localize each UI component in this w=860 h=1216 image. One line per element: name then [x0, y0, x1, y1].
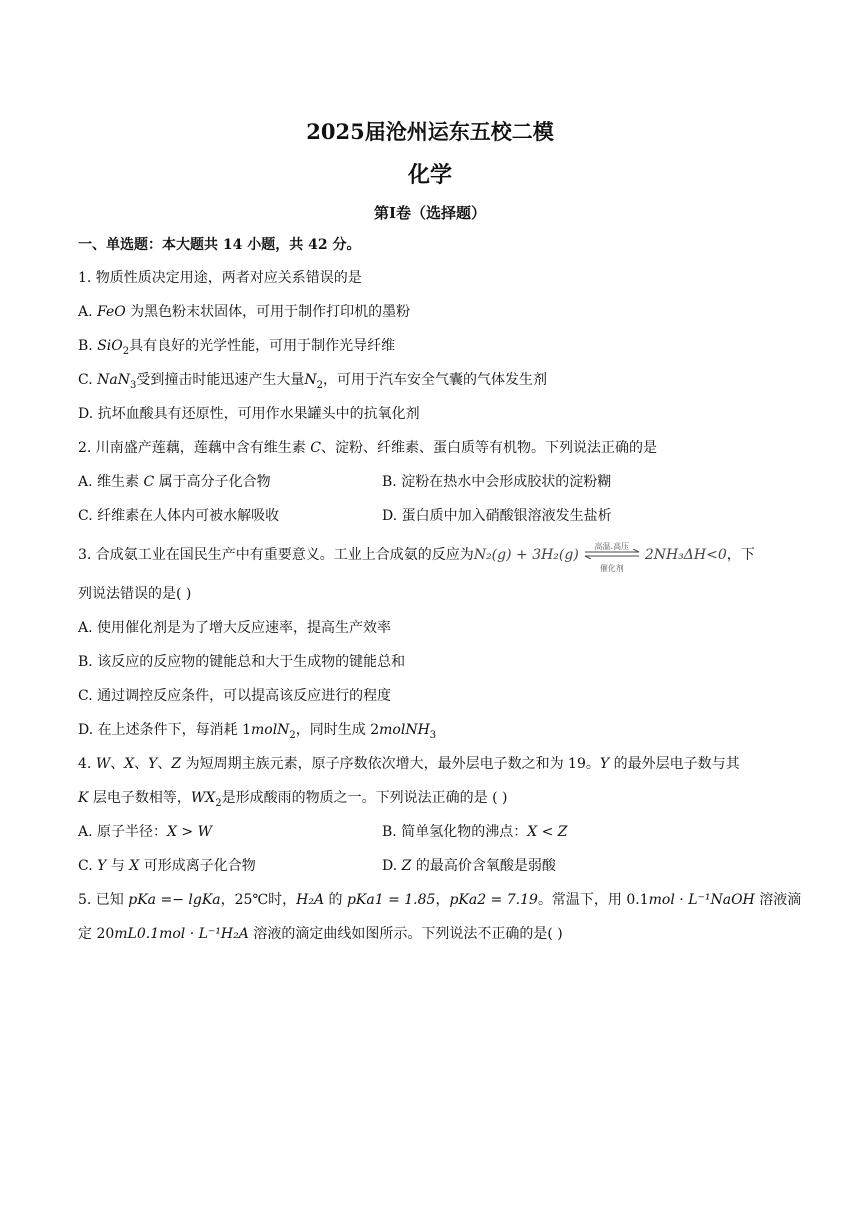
- q1-option-b: B. SiO$_2$具有良好的光学性能，可用于制作光导纤维: [78, 338, 396, 357]
- q4-option-c: C. Y 与 X 可形成离子化合物: [78, 858, 256, 874]
- q2-option-c: C. 纤维素在人体内可被水解吸收: [78, 508, 280, 524]
- q4-option-b: B. 简单氢化物的沸点：X < Z: [382, 824, 568, 840]
- q2-stem: 2. 川南盛产莲藕，莲藕中含有维生素 C、淀粉、纤维素、蛋白质等有机物。下列说法正确的是: [78, 440, 657, 456]
- q3-option-b: B. 该反应的反应物的键能总和大于生成物的键能总和: [78, 654, 406, 670]
- q1-option-c: C. NaN$_3$受到撞击时能迅速产生大量$N_2$，可用于汽车安全气囊的气体发生剂: [78, 372, 547, 391]
- q3-option-c: C. 通过调控反应条件，可以提高该反应进行的程度: [78, 688, 392, 704]
- q2-option-d: D. 蛋白质中加入硝酸银溶液发生盐析: [382, 508, 612, 524]
- q1-option-a: A. FeO 为黑色粉末状固体，可用于制作打印机的墨粉: [78, 304, 411, 320]
- equilibrium-arrow-icon: 高温.高压 催化剂: [583, 545, 641, 565]
- q4-stem-line1: 4. W、X、Y、Z 为短周期主族元素，原子序数依次增大，最外层电子数之和为 19。Y 的最外层电子数与其: [78, 756, 740, 772]
- q5-stem-line1: 5. 已知 pKa =− lgKa，25℃时，H₂A 的 pKa1 = 1.85，pKa2 = 7.19。常温下，用 0.1mol · L⁻¹NaOH 溶液滴: [78, 892, 802, 908]
- q4-option-a: A. 原子半径：X > W: [78, 824, 213, 840]
- subject-title: 化学: [407, 162, 452, 188]
- q4-stem-line2: K 层电子数相等，$WX_2$是形成酸雨的物质之一。下列说法正确的是 ( ): [78, 790, 508, 809]
- exam-title: 2025届沧州运东五校二模: [306, 119, 554, 144]
- q3-stem-line1: 3. 合成氨工业在国民生产中有重要意义。工业上合成氨的反应为N₂(g) + 3H₂(g) 高温.高压 催化剂 2NH₃ΔH<0，下: [78, 542, 755, 573]
- part-heading: 一、单选题：本大题共 14 小题，共 42 分。: [78, 237, 361, 253]
- q2-option-a: A. 维生素 C 属于高分子化合物: [78, 474, 271, 490]
- q3-option-d: D. 在上述条件下，每消耗 1molN$_2$，同时生成 2molNH$_3$: [78, 722, 437, 741]
- q5-stem-line2: 定 20mL0.1mol · L⁻¹H₂A 溶液的滴定曲线如图所示。下列说法不正确的是( ): [78, 926, 563, 942]
- section-title: 第I卷（选择题）: [373, 204, 487, 222]
- q4-option-d: D. Z 的最高价含氧酸是弱酸: [382, 858, 556, 874]
- q3-stem-line2: 列说法错误的是( ): [78, 586, 192, 602]
- q1-stem: 1. 物质性质决定用途，两者对应关系错误的是: [78, 270, 362, 286]
- reaction-equation: N₂(g) + 3H₂(g) 高温.高压 催化剂 2NH₃ΔH<0: [473, 542, 727, 573]
- q1-option-d: D. 抗坏血酸具有还原性，可用作水果罐头中的抗氧化剂: [78, 406, 420, 422]
- q3-option-a: A. 使用催化剂是为了增大反应速率，提高生产效率: [78, 620, 392, 636]
- q2-option-b: B. 淀粉在热水中会形成胶状的淀粉糊: [382, 474, 612, 490]
